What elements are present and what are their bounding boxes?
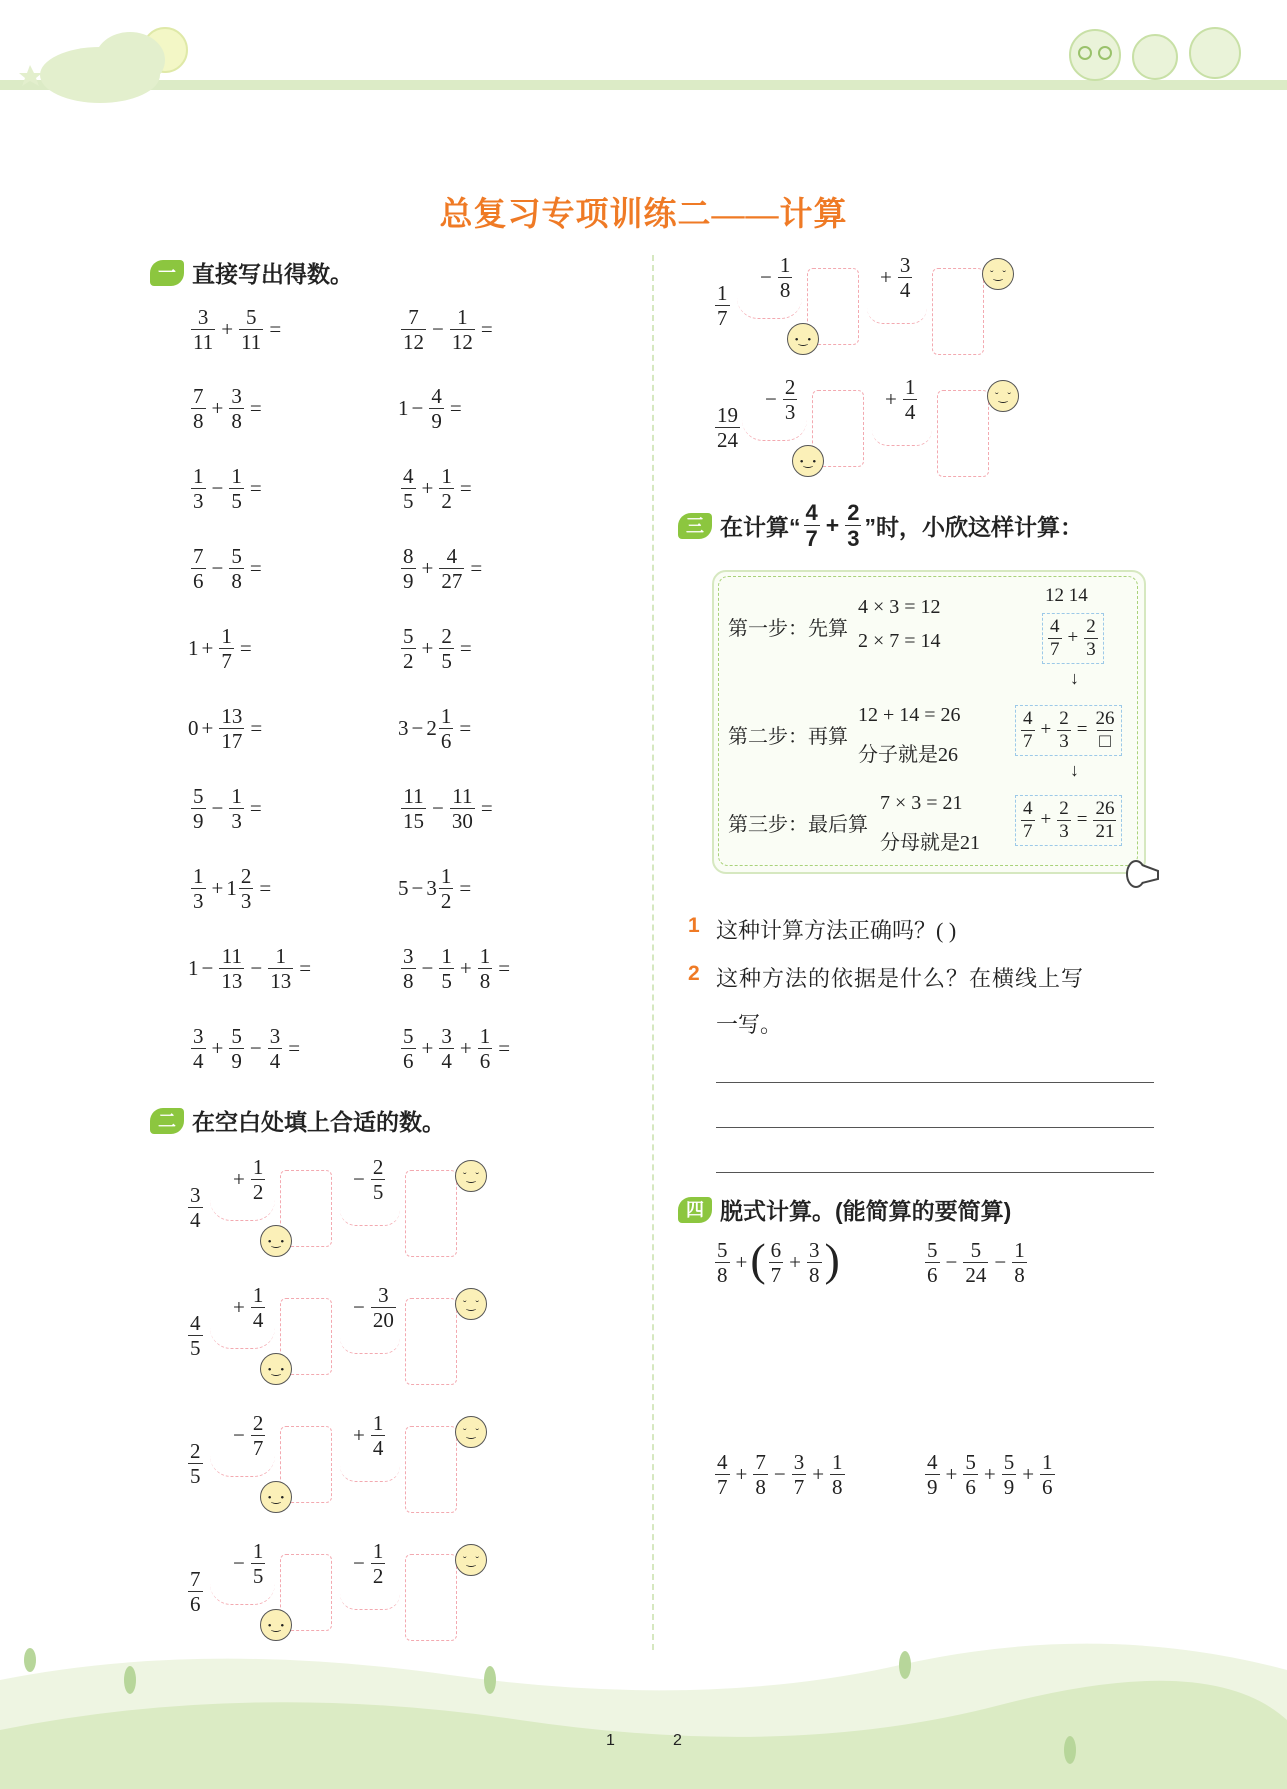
plus-operator: + <box>825 512 840 539</box>
exercise-13: $\frac{5}{9}$ − $\frac{1}{3}$ = <box>193 784 262 834</box>
exercise-16: 5 − 3 $\frac{1}{2}$ = <box>398 864 472 914</box>
exercise-6: $\frac{4}{5}$ + $\frac{1}{2}$ = <box>403 464 472 514</box>
exercise-14: $\frac{11}{15}$ − $\frac{11}{30}$ = <box>403 784 493 834</box>
chain-2: $\frac{4}{5}$ + $\frac{1}{4}$ − $\frac{3}{20}$ •‿• ˇ‿ˇ <box>185 1283 505 1398</box>
chick-icon: ˇ‿ˇ <box>455 1544 487 1576</box>
down-arrow-icon: ↓ <box>1070 760 1079 780</box>
exercise-3: $\frac{7}{8}$ + $\frac{3}{8}$ = <box>193 384 262 434</box>
section-badge: 三 <box>678 513 712 539</box>
answer-line[interactable] <box>716 1172 1154 1173</box>
step1-label: 第一步：先算 <box>728 618 848 640</box>
fraction-denominator: 3 <box>847 526 860 552</box>
step3-fraction: $\frac{4}{7}$ + $\frac{2}{3}$ = $\frac{26}{21}$ <box>1015 795 1122 846</box>
step3-calc-b: 分母就是21 <box>880 832 980 854</box>
exercise-10: $\frac{5}{2}$ + $\frac{2}{5}$ = <box>403 624 472 674</box>
step2-fraction: $\frac{4}{7}$ + $\frac{2}{3}$ = $\frac{26}{□}$ <box>1015 705 1122 756</box>
section-badge: 二 <box>150 1108 184 1134</box>
exercise-5: $\frac{1}{3}$ − $\frac{1}{5}$ = <box>193 464 262 514</box>
step1-calc-b: 2 × 7 = 14 <box>858 630 941 652</box>
answer-box[interactable] <box>932 268 984 355</box>
fraction-numerator: 2 <box>847 500 860 525</box>
megaphone-icon <box>1118 855 1162 893</box>
answer-box[interactable] <box>405 1170 457 1257</box>
step1-fraction: $\frac{4}{7}$ + $\frac{2}{3}$ <box>1042 613 1104 664</box>
exercise-4: 1 − $\frac{4}{9}$ = <box>398 384 462 434</box>
chick-icon: ˇ‿ˇ <box>455 1288 487 1320</box>
step1-calc-a: 4 × 3 = 12 <box>858 596 941 618</box>
question-1: 这种计算方法正确吗？( ) <box>716 918 957 943</box>
question-2-line1: 这种方法的依据是什么？在横线上写 <box>716 966 1085 991</box>
chick-icon: •‿• <box>787 323 819 355</box>
exercise-9: 1 + $\frac{1}{7}$ = <box>188 624 252 674</box>
chain-4: $\frac{7}{6}$ − $\frac{1}{5}$ − $\frac{1}{2}$ •‿• ˇ‿ˇ <box>185 1539 505 1654</box>
step2-label: 第二步：再算 <box>728 726 848 748</box>
page-number-left: 1 <box>606 1732 615 1749</box>
calc-1: $\frac{5}{8}$ + ( $\frac{6}{7}$ + $\frac{3}{8}$ ) <box>717 1233 840 1288</box>
sun-cloud-icon <box>10 5 210 115</box>
calc-3: $\frac{4}{7}$ + $\frac{7}{8}$ − $\frac{3}{7}$ + $\frac{1}{8}$ <box>717 1450 843 1500</box>
column-divider <box>652 255 654 1650</box>
exercise-20: $\frac{5}{6}$ + $\frac{3}{4}$ + $\frac{1}{6}$ = <box>403 1024 511 1074</box>
question-1-number: 1 <box>688 914 700 937</box>
exercise-7: $\frac{7}{6}$ − $\frac{5}{8}$ = <box>193 544 262 594</box>
chick-icon: •‿• <box>260 1225 292 1257</box>
exercise-1: $\frac{3}{11}$ + $\frac{5}{11}$ = <box>193 305 282 355</box>
down-arrow-icon: ↓ <box>1070 668 1079 688</box>
chick-icon: ˇ‿ˇ <box>987 380 1019 412</box>
section-badge: 一 <box>150 260 184 286</box>
chick-icon: ˇ‿ˇ <box>455 1160 487 1192</box>
hills-background <box>0 1620 1287 1789</box>
chain-5: $\frac{1}{7}$ − $\frac{1}{8}$ + $\frac{3}{4}$ •‿• ˇ‿ˇ <box>712 253 1032 368</box>
chain-1: $\frac{3}{4}$ + $\frac{1}{2}$ − $\frac{2}{5}$ •‿• ˇ‿ˇ <box>185 1155 505 1270</box>
section-1-header <box>150 256 353 289</box>
section-badge: 四 <box>678 1197 712 1223</box>
answer-box[interactable] <box>405 1426 457 1513</box>
exercise-19: $\frac{3}{4}$ + $\frac{5}{9}$ − $\frac{3}{4}$ = <box>193 1024 301 1074</box>
page-title: 总复习专项训练二——计算 <box>439 197 848 233</box>
exercise-8: $\frac{8}{9}$ + $\frac{4}{27}$ = <box>403 544 483 594</box>
exercise-12: 3 − 2 $\frac{1}{6}$ = <box>398 704 472 754</box>
chick-icon: •‿• <box>792 445 824 477</box>
exercise-18: $\frac{3}{8}$ − $\frac{1}{5}$ + $\frac{1}{8}$ = <box>403 944 511 994</box>
chick-icon: •‿• <box>260 1609 292 1641</box>
step2-calc-b: 分子就是26 <box>858 744 958 766</box>
section-3-header <box>678 500 1083 552</box>
chick-icon: •‿• <box>260 1353 292 1385</box>
page-number-right: 2 <box>673 1732 682 1749</box>
chick-icon: •‿• <box>260 1481 292 1513</box>
section-title: 直接写出得数。 <box>192 261 353 287</box>
chain-3: $\frac{2}{5}$ − $\frac{2}{7}$ + $\frac{1}{4}$ •‿• ˇ‿ˇ <box>185 1411 505 1526</box>
answer-line[interactable] <box>716 1082 1154 1083</box>
exercise-15: $\frac{1}{3}$ + 1 $\frac{2}{3}$ = <box>193 864 272 914</box>
section-2-header <box>150 1104 445 1137</box>
exercise-11: 0 + $\frac{13}{17}$ = <box>188 704 263 754</box>
section-title-post: ”时，小欣这样计算： <box>864 514 1083 541</box>
step1-top-nums: 12 14 <box>1045 585 1088 606</box>
animal-faces-icon <box>1055 15 1255 85</box>
answer-box[interactable] <box>405 1298 457 1385</box>
step3-calc-a: 7 × 3 = 21 <box>880 792 963 814</box>
question-2-number: 2 <box>688 962 700 985</box>
exercise-2: $\frac{7}{12}$ − $\frac{1}{12}$ = <box>403 305 493 355</box>
fraction-numerator: 4 <box>805 500 818 525</box>
step3-label: 第三步：最后算 <box>728 814 868 836</box>
section-title-pre: 在计算“ <box>720 514 801 541</box>
section-title: 脱式计算。(能简算的要简算) <box>720 1198 1012 1224</box>
calc-2: $\frac{5}{6}$ − $\frac{5}{24}$ − $\frac{1}{8}$ <box>927 1238 1025 1288</box>
answer-line[interactable] <box>716 1127 1154 1128</box>
question-2-line2: 一写。 <box>716 1012 783 1037</box>
chain-6: $\frac{19}{24}$ − $\frac{2}{3}$ + $\frac{1}{4}$ •‿• ˇ‿ˇ <box>712 375 1032 490</box>
exercise-17: 1 − $\frac{11}{13}$ − $\frac{1}{13}$ = <box>188 944 312 994</box>
calc-4: $\frac{4}{9}$ + $\frac{5}{6}$ + $\frac{5}{9}$ + $\frac{1}{6}$ <box>927 1450 1053 1500</box>
chick-icon: ˇ‿ˇ <box>455 1416 487 1448</box>
chick-icon: ˇ‿ˇ <box>982 258 1014 290</box>
section-4-header <box>678 1193 1011 1226</box>
section-title: 在空白处填上合适的数。 <box>192 1109 445 1135</box>
answer-box[interactable] <box>937 390 989 477</box>
fraction-denominator: 7 <box>805 526 818 552</box>
step2-calc-a: 12 + 14 = 26 <box>858 704 961 726</box>
